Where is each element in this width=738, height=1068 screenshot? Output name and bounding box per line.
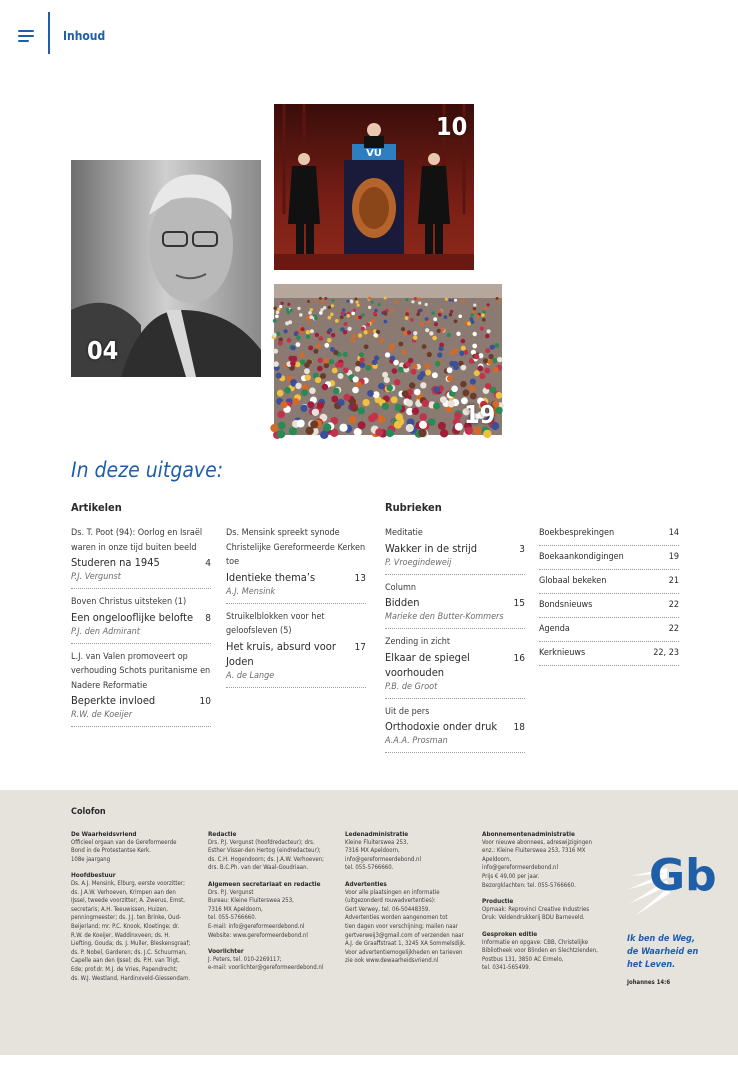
section-artikelen-title: Artikelen <box>71 501 122 514</box>
colofon-column-2 <box>208 830 338 973</box>
article-author: P.J. Vergunst <box>71 572 121 582</box>
artikelen-column-1 <box>71 526 211 733</box>
podium-sign: VU <box>366 148 382 159</box>
rubric-label: Zending in zicht <box>385 637 451 647</box>
section-rubrieken-title: Rubrieken <box>385 501 442 514</box>
rubric-entry[interactable] <box>385 705 525 754</box>
colofon-line: Drs. P.J. Vergunst <box>208 888 254 896</box>
article-page: 17 <box>354 641 366 653</box>
colofon-line: gertverweij3@gmail.com of verzenden naar <box>345 931 464 939</box>
colofon-line: info@gereformeerdebond.nl <box>345 855 421 863</box>
rubric-list-page: 14 <box>668 528 679 538</box>
article-author: P.J. den Admirant <box>71 626 140 637</box>
rubric-list-item[interactable] <box>539 524 679 546</box>
photo-page-number: 10 <box>436 112 468 141</box>
colofon-line: ds. W.J. Westland, Hardinxveld-Giessendam. <box>71 974 191 982</box>
colofon-line: IJssel, tweede voorzitter; A. Zwerus, Emst, <box>71 897 185 905</box>
article-author: R.W. de Koeijer <box>71 710 133 720</box>
rubric-list-page: 22 <box>668 624 679 634</box>
rubric-title: Elkaar de spiegel voorhouden <box>385 650 470 679</box>
colofon-line: 7316 MX Apeldoorn, <box>208 905 263 913</box>
colofon-line: J. Peters, tel. 010-2269117; <box>208 955 282 963</box>
colofon-line: tel. 0341-565499. <box>482 964 531 972</box>
colofon-heading: Redactie <box>208 830 237 838</box>
colofon-line: Bibliotheek voor Blinden en Slechtzienden, <box>482 947 598 955</box>
artikelen-column-2 <box>226 526 366 694</box>
article-intro: Boven Christus uitsteken (1) <box>71 597 187 607</box>
rubric-entry[interactable] <box>385 526 525 575</box>
colofon-line: Ede; prof.dr. M.J. de Vries, Papendrecht; <box>71 965 178 973</box>
rubrieken-list <box>539 524 679 668</box>
rubric-page: 16 <box>513 652 525 664</box>
colofon-line: Gert Verwey, tel. 06-50448359. <box>345 905 431 913</box>
logo-letters: Gb <box>649 850 717 901</box>
article-entry[interactable] <box>226 610 366 688</box>
colofon-line: Esther Visser-den Hertog (eindredacteur); <box>208 847 321 855</box>
photo-page-number: 19 <box>464 400 496 429</box>
rubric-title: Orthodoxie onder druk <box>385 720 498 733</box>
article-page: 8 <box>205 612 211 624</box>
rubric-page: 15 <box>513 598 525 609</box>
quote-line: het Leven. <box>627 960 676 970</box>
article-intro: Struikelblokken voor het geloofsleven (5) <box>226 611 325 636</box>
quote-reference: Johannes 14:6 <box>627 979 671 986</box>
article-page: 4 <box>205 558 211 569</box>
colofon-column-1 <box>71 830 201 983</box>
colofon-heading: Advertenties <box>345 879 387 888</box>
article-title: Identieke thema’s <box>226 570 316 584</box>
article-entry[interactable] <box>71 650 211 728</box>
article-intro: Ds. T. Poot (94): Oorlog en Israël waren in onze tijd buiten beeld <box>71 528 203 553</box>
page-title: Inhoud <box>63 29 106 43</box>
rubrieken-column-1 <box>385 526 525 759</box>
rubric-list-item[interactable] <box>539 572 679 594</box>
rubric-list-page: 22 <box>668 600 679 610</box>
colofon-heading: Hoofdbestuur <box>71 871 116 880</box>
article-author: A.J. Mensink <box>226 586 276 597</box>
colofon-heading: Voorlichter <box>208 947 244 956</box>
rubric-label: Meditatie <box>385 528 423 538</box>
colofon-heading: Ledenadministratie <box>345 830 409 838</box>
article-page: 10 <box>199 696 211 707</box>
colofon-line: Informatie en opgave: CBB, Christelijke <box>482 938 589 946</box>
colofon-line: tel. 055-5766660. <box>345 864 394 872</box>
colofon-line: Website: www.gereformeerdebond.nl <box>208 931 308 939</box>
article-title: Een ongelooflijke belofte <box>71 610 194 624</box>
colofon-heading: De Waarheidsvriend <box>71 830 137 838</box>
rubric-list-label: Boekaankondigingen <box>539 552 624 562</box>
colofon-line: Bureau: Kleine Fluiterswea 253, <box>208 897 294 905</box>
colofon-line: E-mail: info@gereformeerdebond.nl <box>208 922 305 930</box>
colofon-line: Voor advertentiemogelijkheden en tarieven <box>345 948 463 956</box>
colofon-line: info@gereformeerdebond.nl <box>482 864 558 872</box>
rubric-entry[interactable] <box>385 581 525 630</box>
rubric-title: Bidden <box>385 596 420 609</box>
quote-line: de Waarheid en <box>627 947 699 957</box>
article-entry[interactable] <box>71 595 211 644</box>
rubric-title: Wakker in de strijd <box>385 541 478 555</box>
article-title: Beperkte invloed <box>71 694 156 707</box>
rubric-label: Column <box>385 582 417 593</box>
article-title: Het kruis, absurd voor Joden <box>226 639 336 668</box>
colofon-line: Voor nieuwe abonnees, adreswijzigingen <box>482 838 592 846</box>
rubric-author: A.A.A. Prosman <box>385 736 448 746</box>
colofon-line: Kleine Fluiterswea 253, <box>345 838 409 846</box>
colofon-line: tien dagen voor verschijning; mailen naar <box>345 922 458 930</box>
colofon-line: Beijerland; mr. P.C. Knook, Kloetinge; dr. <box>71 922 180 930</box>
colofon-line: 7316 MX Apeldoorn, <box>345 847 400 855</box>
colofon <box>0 790 738 1055</box>
colofon-line: 108e jaargang <box>71 855 111 863</box>
rubric-list-item[interactable] <box>539 548 679 570</box>
colofon-line: Bezorgklachten: tel. 055-5766660. <box>482 881 576 889</box>
colofon-line: Capelle aan den IJssel; ds. P.H. van Trigt, <box>71 957 180 965</box>
gb-logo-icon <box>627 830 717 920</box>
colofon-column-3 <box>345 830 477 966</box>
rubric-list-item[interactable] <box>539 644 679 666</box>
rubric-label: Uit de pers <box>385 706 430 717</box>
rubric-author: P.B. de Groot <box>385 681 438 692</box>
colofon-line: zie ook www.dewaarheidsvriend.nl <box>345 957 439 965</box>
photo-crowd[interactable] <box>274 284 502 435</box>
rubric-list-page: 19 <box>668 552 679 562</box>
colofon-line: Voor alle plaatsingen en informatie <box>345 888 440 896</box>
colofon-line: ds. J.A.W. Verhoeven, Krimpen aan den <box>71 888 176 896</box>
colofon-line: Druk: Veldendrukkerij BDU Barneveld. <box>482 914 585 922</box>
colofon-line: secretaris; A.H. Teeuwissen, Huizen, <box>71 905 169 913</box>
colofon-line: A.J. de Graaffstraat 1, 3245 XA Sommelsdijk. <box>345 940 466 948</box>
rubric-list-label: Kerknieuws <box>539 648 586 658</box>
colofon-line: (uitgezonderd rouwadvertenties): <box>345 897 436 905</box>
colofon-line: ds. P. Nobel, Garderen; ds. J.C. Schuurman, <box>71 948 187 956</box>
article-intro: Ds. Mensink spreekt synode Christelijke Gereformeerde Kerken toe <box>226 528 366 567</box>
colofon-line: Postbus 131, 3850 AC Ermelo, <box>482 955 564 963</box>
colofon-line: Officieel orgaan van de Gereformeerde <box>71 838 177 846</box>
article-entry[interactable] <box>71 526 211 589</box>
rubric-list-item[interactable] <box>539 596 679 618</box>
article-page: 13 <box>354 572 366 584</box>
colofon-line: ds. C.H. Hogendoorn; ds. J.A.W. Verhoeven; <box>208 855 324 863</box>
rubric-list-label: Agenda <box>539 624 570 634</box>
colofon-line: Drs. P.J. Vergunst (hoofdredacteur); drs. <box>208 838 315 846</box>
bible-quote <box>627 933 727 972</box>
colofon-line: Advertenties worden aangenomen tot <box>345 914 448 922</box>
colofon-heading: Gesproken editie <box>482 929 538 938</box>
colofon-line: Opmaak: Reprovinci Creative Industries <box>482 905 590 913</box>
article-title: Studeren na 1945 <box>71 556 160 569</box>
rubric-author: P. Vroegindeweij <box>385 557 452 568</box>
colofon-line: Bond in de Protestantse Kerk. <box>71 847 151 855</box>
rubric-list-page: 21 <box>668 576 679 586</box>
colofon-heading: Algemeen secretariaat en redactie <box>208 879 321 888</box>
quote-line: Ik ben de Weg, <box>627 934 695 944</box>
header-divider <box>48 12 50 54</box>
article-author: A. de Lange <box>226 670 275 681</box>
colofon-line: penningmeester; ds. J.J. ten Brinke, Oud- <box>71 914 181 922</box>
menu-icon[interactable] <box>18 30 34 42</box>
colofon-title: Colofon <box>71 807 106 817</box>
colofon-line: R.W. de Koeijer, Waddinxveen; ds. H. <box>71 931 170 939</box>
colofon-line: e-mail: voorlichter@gereformeerdebond.nl <box>208 964 324 972</box>
colofon-line: Prijs € 49,00 per jaar. <box>482 872 540 880</box>
rubric-list-label: Boekbesprekingen <box>539 528 615 538</box>
colofon-heading: Abonnementenadministratie <box>482 830 575 838</box>
rubric-page: 3 <box>519 543 525 555</box>
colofon-line: Ds. A.J. Mensink, Elburg, eerste voorzitter; <box>71 879 185 887</box>
photo-portrait[interactable] <box>71 160 261 377</box>
colofon-line: Apeldoorn, <box>482 855 512 863</box>
rubric-list-label: Bondsnieuws <box>539 600 593 610</box>
rubric-author: Marieke den Butter-Kommers <box>385 612 504 622</box>
rubric-page: 18 <box>513 722 525 733</box>
colofon-line: Liefting, Gouda; ds. J. Muller, Bleskensgraaf; <box>71 940 191 948</box>
colofon-column-4 <box>482 830 614 973</box>
rubric-entry[interactable] <box>385 635 525 699</box>
article-intro: L.J. van Valen promoveert op verhouding Schots puritanisme en Nadere Reformatie <box>71 651 211 691</box>
rubric-list-item[interactable] <box>539 620 679 642</box>
colofon-heading: Productie <box>482 897 514 906</box>
colofon-line: enz.: Kleine Fluiterswea 253, 7316 MX <box>482 847 586 855</box>
rubric-list-label: Globaal bekeken <box>539 576 607 586</box>
article-entry[interactable] <box>226 526 366 604</box>
colofon-line: drs. B.C.Ph. van der Waal-Goudriaan. <box>208 864 309 872</box>
rubric-list-page: 22, 23 <box>653 648 679 658</box>
colofon-line: tel. 055-5766660. <box>208 914 257 922</box>
photo-page-number: 04 <box>87 336 119 365</box>
issue-heading: In deze uitgave: <box>71 458 224 482</box>
photo-ceremony[interactable] <box>274 104 474 270</box>
